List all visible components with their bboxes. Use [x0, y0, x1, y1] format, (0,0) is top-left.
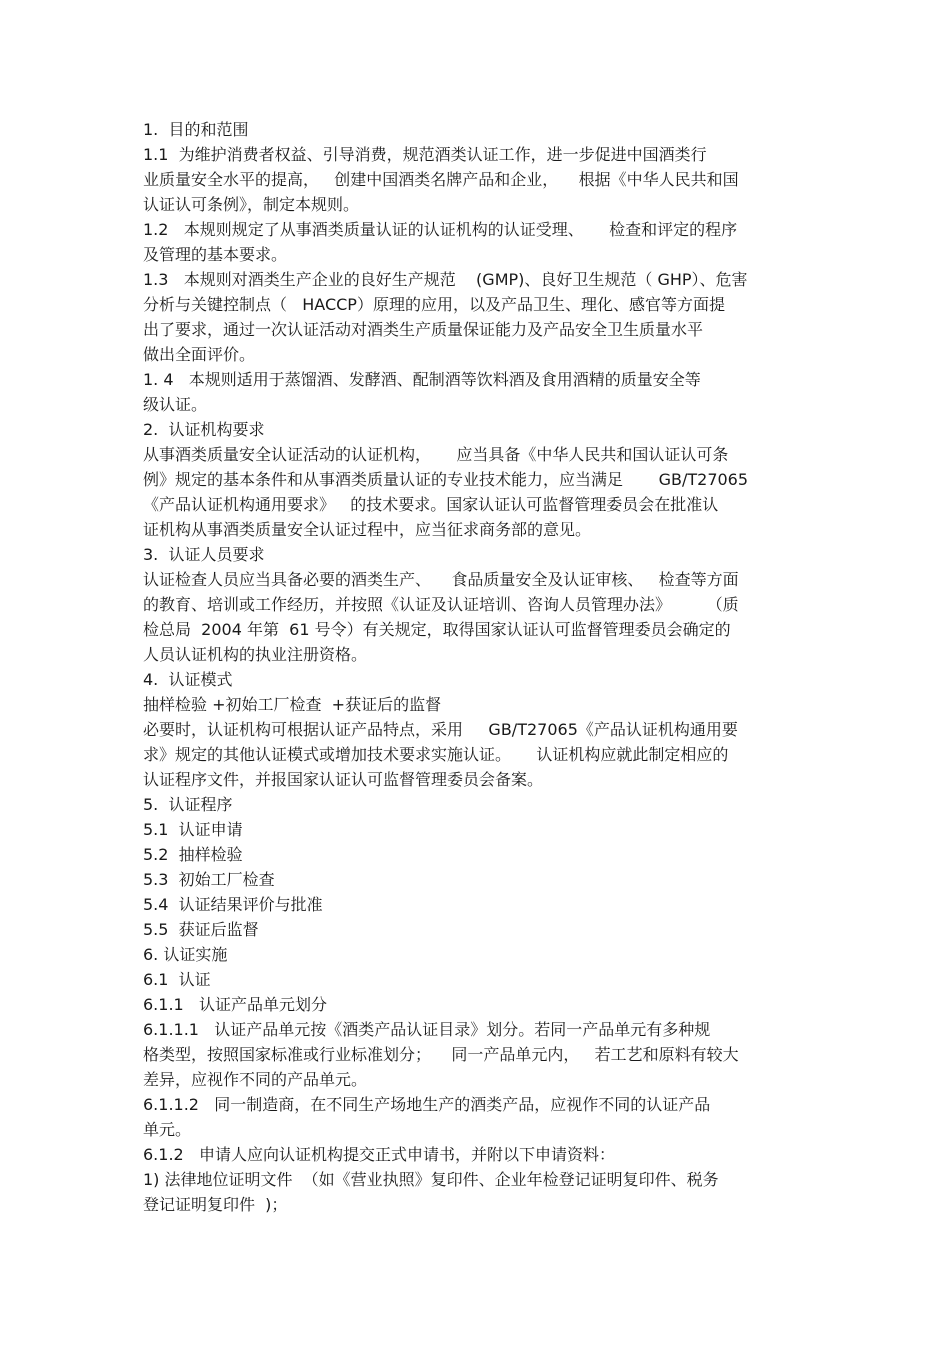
section-heading: 2. 认证机构要求: [143, 420, 265, 439]
subsection-heading: 6.1.1 认证产品单元划分: [143, 995, 327, 1014]
paragraph-line: 认证程序文件，并报国家认证认可监督管理委员会备案。: [143, 770, 544, 789]
section-heading: 4. 认证模式: [143, 670, 233, 689]
paragraph-line: 抽样检验 +初始工厂检查 +获证后的监督: [143, 695, 442, 714]
paragraph-line: 及管理的基本要求。: [143, 245, 288, 264]
section-heading: 5. 认证程序: [143, 795, 233, 814]
list-item: 5.5 获证后监督: [143, 920, 259, 939]
paragraph-line: 认证认可条例》，制定本规则。: [143, 195, 360, 214]
paragraph-line: 求》规定的其他认证模式或增加技术要求实施认证。 认证机构应就此制定相应的: [143, 745, 729, 764]
section-heading: 3. 认证人员要求: [143, 545, 265, 564]
paragraph-line: 认证检查人员应当具备必要的酒类生产、 食品质量安全及认证审核、 检查等方面: [143, 570, 739, 589]
paragraph-line: 证机构从事酒类质量安全认证过程中，应当征求商务部的意见。: [143, 520, 592, 539]
paragraph-line: 差异，应视作不同的产品单元。: [143, 1070, 368, 1089]
paragraph-line: 的教育、培训或工作经历，并按照《认证及认证培训、咨询人员管理办法》 （质: [143, 595, 739, 614]
paragraph-line: 1.3 本规则对酒类生产企业的良好生产规范 (GMP)、良好卫生规范（ GHP）、危害: [143, 270, 748, 289]
paragraph-line: 必要时，认证机构可根据认证产品特点，采用 GB/T27065《产品认证机构通用要: [143, 720, 738, 739]
paragraph-line: 做出全面评价。: [143, 345, 256, 364]
paragraph-line: 人员认证机构的执业注册资格。: [143, 645, 368, 664]
section-heading: 6. 认证实施: [143, 945, 228, 964]
list-item: 5.1 认证申请: [143, 820, 243, 839]
paragraph-line: 从事酒类质量安全认证活动的认证机构， 应当具备《中华人民共和国认证认可条: [143, 445, 729, 464]
document-body: [143, 117, 833, 1217]
paragraph-line: 出了要求，通过一次认证活动对酒类生产质量保证能力及产品安全卫生质量水平: [143, 320, 704, 339]
paragraph-line: 6.1.2 申请人应向认证机构提交正式申请书，并附以下申请资料：: [143, 1145, 615, 1164]
paragraph-line: 《产品认证机构通用要求》 的技术要求。国家认证认可监督管理委员会在批准认: [143, 495, 719, 514]
list-item: 5.4 认证结果评价与批准: [143, 895, 323, 914]
list-item: 登记证明复印件 )；: [143, 1195, 288, 1214]
list-item: 5.3 初始工厂检查: [143, 870, 275, 889]
paragraph-line: 格类型，按照国家标准或行业标准划分； 同一产品单元内， 若工艺和原料有较大: [143, 1045, 739, 1064]
subsection-heading: 6.1 认证: [143, 970, 211, 989]
paragraph-line: 1. 4 本规则适用于蒸馏酒、发酵酒、配制酒等饮料酒及食用酒精的质量安全等: [143, 370, 701, 389]
paragraph-line: 级认证。: [143, 395, 208, 414]
paragraph-line: 6.1.1.1 认证产品单元按《酒类产品认证目录》划分。若同一产品单元有多种规: [143, 1020, 711, 1039]
paragraph-line: 单元。: [143, 1120, 192, 1139]
paragraph-line: 6.1.1.2 同一制造商，在不同生产场地生产的酒类产品，应视作不同的认证产品: [143, 1095, 711, 1114]
paragraph-line: 1.2 本规则规定了从事酒类质量认证的认证机构的认证受理、 检查和评定的程序: [143, 220, 738, 239]
list-item: 5.2 抽样检验: [143, 845, 243, 864]
section-heading: 1. 目的和范围: [143, 120, 249, 139]
list-item: 1) 法律地位证明文件 （如《营业执照》复印件、企业年检登记证明复印件、税务: [143, 1170, 719, 1189]
paragraph-line: 业质量安全水平的提高， 创建中国酒类名牌产品和企业， 根据《中华人民共和国: [143, 170, 739, 189]
paragraph-line: 1.1 为维护消费者权益、引导消费，规范酒类认证工作，进一步促进中国酒类行: [143, 145, 707, 164]
paragraph-line: 例》规定的基本条件和从事酒类质量认证的专业技术能力，应当满足 GB/T27065: [143, 470, 749, 489]
paragraph-line: 分析与关键控制点（ HACCP）原理的应用，以及产品卫生、理化、感官等方面提: [143, 295, 725, 314]
paragraph-line: 检总局 2004 年第 61 号令）有关规定，取得国家认证认可监督管理委员会确定的: [143, 620, 731, 639]
